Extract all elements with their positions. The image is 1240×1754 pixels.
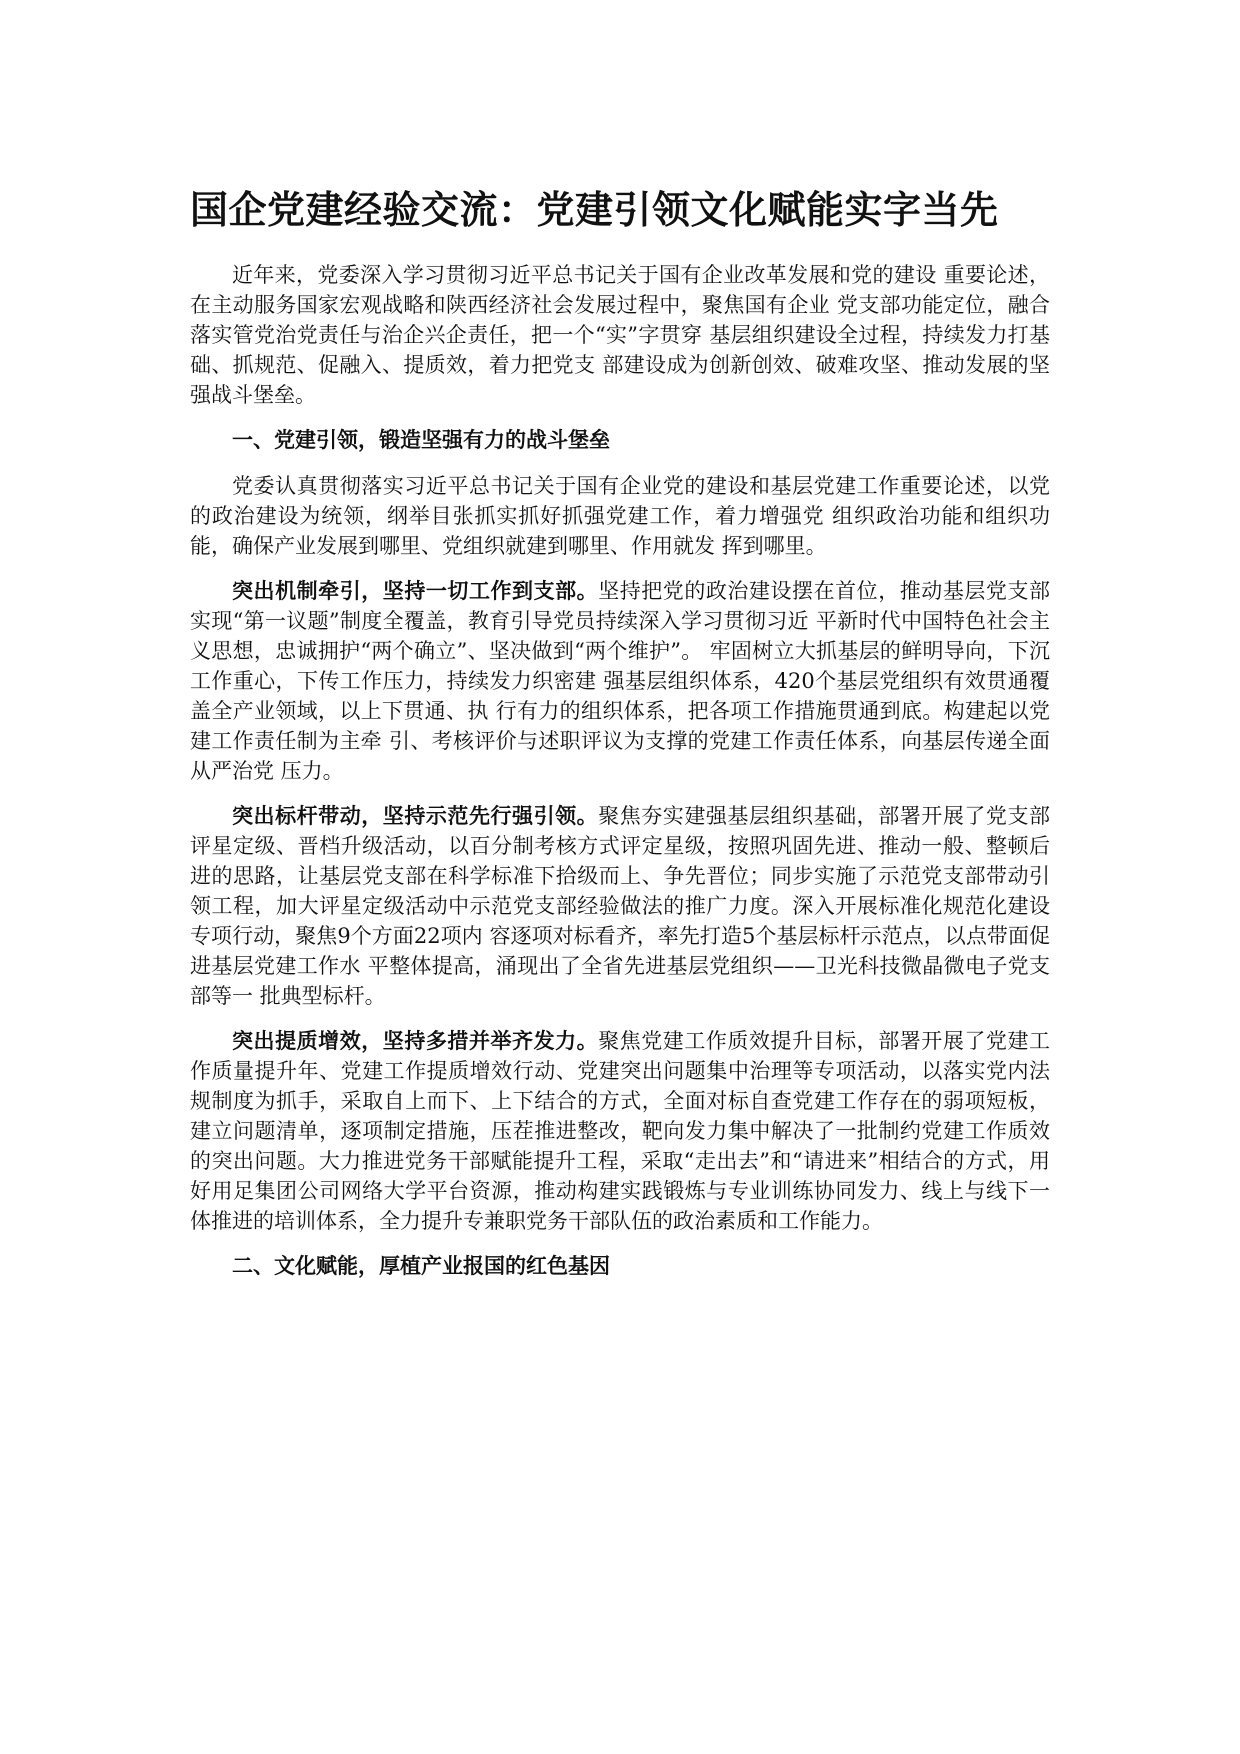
- item-3-lead: 突出提质增效，坚持多措并举齐发力。: [232, 1028, 599, 1053]
- item-1-body: 坚持把党的政治建设摆在首位，推动基层党支部实现“第一议题”制度全覆盖，教育引导党员持续深入学习贯彻习近 平新时代中国特色社会主义思想，忠诚拥护“两个确立”、坚决做到“两个维护”。 牢固树立大抓基层的鲜明导向，下沉工作重心，下传工作压力，持续发力织密建 强基层组织体系，420个基层党组织有效贯通覆盖全产业领域，以上下贯通、执 行有力的组织体系，把各项工作措施贯通到底。构建起以党建工作责任制为主牵 引、考核评价与述职评议为支撑的党建工作责任体系，向基层传递全面从严治党 压力。: [190, 579, 1050, 783]
- section-1-item-1-paragraph: [190, 576, 1050, 786]
- section-heading-2: 二、文化赋能，厚植产业报国的红色基因: [232, 1253, 610, 1278]
- item-2-lead: 突出标杆带动，坚持示范先行强引领。: [232, 803, 599, 828]
- intro-paragraph: 近年来，党委深入学习贯彻习近平总书记关于国有企业改革发展和党的建设 重要论述，在主动服务国家宏观战略和陕西经济社会发展过程中，聚焦国有企业 党支部功能定位，融合落实管党治党责任与治企兴企责任，把一个“实”字贯穿 基层组织建设全过程，持续发力打基础、抓规范、促融入、提质效，着力把党支 部建设成为创新创效、破难攻坚、推动发展的坚强战斗堡垒。: [190, 263, 1050, 407]
- section-1-item-3-paragraph: [190, 1026, 1050, 1236]
- section-1-item-2-paragraph: [190, 801, 1050, 1011]
- document-page: [190, 186, 1050, 1297]
- document-title: 国企党建经验交流：党建引领文化赋能实字当先: [190, 188, 999, 232]
- item-1-lead: 突出机制牵引，坚持一切工作到支部。: [232, 578, 599, 603]
- section-heading-1: 一、党建引领，锻造坚强有力的战斗堡垒: [232, 427, 610, 452]
- item-2-body: 聚焦夯实建强基层组织基础，部署开展了党支部评星定级、晋档升级活动，以百分制考核方式评定星级，按照巩固先进、推动一般、整顿后进的思路，让基层党支部在科学标准下拾级而上、争先晋位；同步实施了示范党支部带动引领工程，加大评星定级活动中示范党支部经验做法的推广力度。深入开展标准化规范化建设专项行动，聚焦9个方面22项内 容逐项对标看齐，率先打造5个基层标杆示范点，以点带面促进基层党建工作水 平整体提高，涌现出了全省先进基层党组织——卫光科技微晶微电子党支部等一 批典型标杆。: [190, 804, 1050, 1008]
- section-1-intro-paragraph: 党委认真贯彻落实习近平总书记关于国有企业党的建设和基层党建工作重要论述，以党的政治建设为统领，纲举目张抓实抓好抓强党建工作，着力增强党 组织政治功能和组织功能，确保产业发展到哪里、党组织就建到哪里、作用就发 挥到哪里。: [190, 474, 1050, 558]
- item-3-body: 聚焦党建工作质效提升目标，部署开展了党建工作质量提升年、党建工作提质增效行动、党建突出问题集中治理等专项活动，以落实党内法规制度为抓手，采取自上而下、上下结合的方式，全面对标自查党建工作存在的弱项短板，建立问题清单，逐项制定措施，压茬推进整改，靶向发力集中解决了一批制约党建工作质效的突出问题。大力推进党务干部赋能提升工程，采取“走出去”和“请进来”相结合的方式，用好用足集团公司网络大学平台资源，推动构建实践锻炼与专业训练协同发力、线上与线下一体推进的培训体系，全力提升专兼职党务干部队伍的政治素质和工作能力。: [190, 1029, 1050, 1233]
